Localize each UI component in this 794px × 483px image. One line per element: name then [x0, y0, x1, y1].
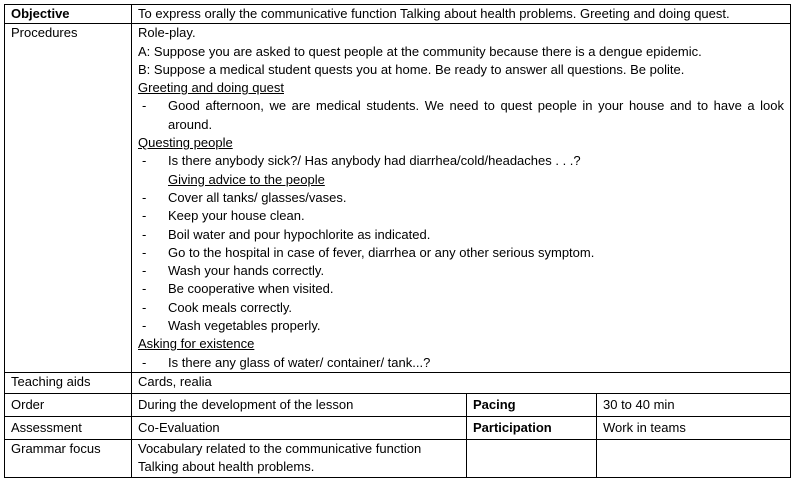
empty-cell — [597, 439, 791, 477]
list-item: - Go to the hospital in case of fever, diarrhea or any other serious symptom. — [138, 244, 784, 262]
order-label: Order — [5, 393, 132, 416]
order-text: During the development of the lesson — [132, 393, 467, 416]
teaching-aids-text: Cards, realia — [132, 372, 791, 393]
pacing-label: Pacing — [467, 393, 597, 416]
section-list — [138, 152, 784, 170]
order-row — [5, 393, 791, 416]
assessment-row — [5, 416, 791, 439]
grammar-focus-line: Vocabulary related to the communicative function — [138, 440, 422, 456]
section-list — [138, 189, 784, 335]
assessment-label: Assessment — [5, 416, 132, 439]
procedures-label: Procedures — [5, 24, 132, 373]
section-list — [138, 97, 784, 134]
list-item: - Cook meals correctly. — [138, 299, 784, 317]
section-heading: Asking for existence — [138, 336, 255, 352]
pacing-value: 30 to 40 min — [597, 393, 791, 416]
procedures-intro-line: Role-play. — [138, 25, 196, 41]
grammar-focus-line: Talking about health problems. — [138, 459, 315, 475]
list-item: - Is there any glass of water/ container/ tank...? — [138, 354, 784, 372]
empty-cell — [467, 439, 597, 477]
objective-text: To express orally the communicative function Talking about health problems. Greeting and doing quest. — [132, 5, 791, 24]
procedures-row — [5, 24, 791, 373]
participation-value: Work in teams — [597, 416, 791, 439]
list-item: - Be cooperative when visited. — [138, 280, 784, 298]
assessment-text: Co-Evaluation — [132, 416, 467, 439]
objective-label: Objective — [5, 5, 132, 24]
list-item: - Wash vegetables properly. — [138, 317, 784, 335]
teaching-aids-row — [5, 372, 791, 393]
section-heading: Giving advice to the people — [168, 171, 325, 187]
list-item: - Cover all tanks/ glasses/vases. — [138, 189, 784, 207]
procedures-content — [132, 24, 791, 373]
procedures-intro-line: A: Suppose you are asked to quest people at the community because there is a dengue epidemic. — [138, 43, 702, 59]
list-item: - Is there anybody sick?/ Has anybody had diarrhea/cold/headaches . . .? — [138, 152, 784, 170]
list-item: - Boil water and pour hypochlorite as indicated. — [138, 226, 784, 244]
participation-label: Participation — [467, 416, 597, 439]
objective-row — [5, 5, 791, 24]
section-heading: Questing people — [138, 135, 233, 151]
grammar-focus-row — [5, 439, 791, 477]
section-heading: Greeting and doing quest — [138, 80, 284, 96]
list-item: - Wash your hands correctly. — [138, 262, 784, 280]
procedures-intro-line: B: Suppose a medical student quests you at home. Be ready to answer all questions. Be polite. — [138, 61, 685, 77]
section-list — [138, 354, 784, 372]
list-item: - Good afternoon, we are medical students. We need to quest people in your house and to have a look around. — [138, 97, 784, 134]
lesson-plan-table — [4, 4, 791, 478]
grammar-focus-label: Grammar focus — [5, 439, 132, 477]
list-item: - Keep your house clean. — [138, 207, 784, 225]
grammar-focus-text — [132, 439, 467, 477]
teaching-aids-label: Teaching aids — [5, 372, 132, 393]
